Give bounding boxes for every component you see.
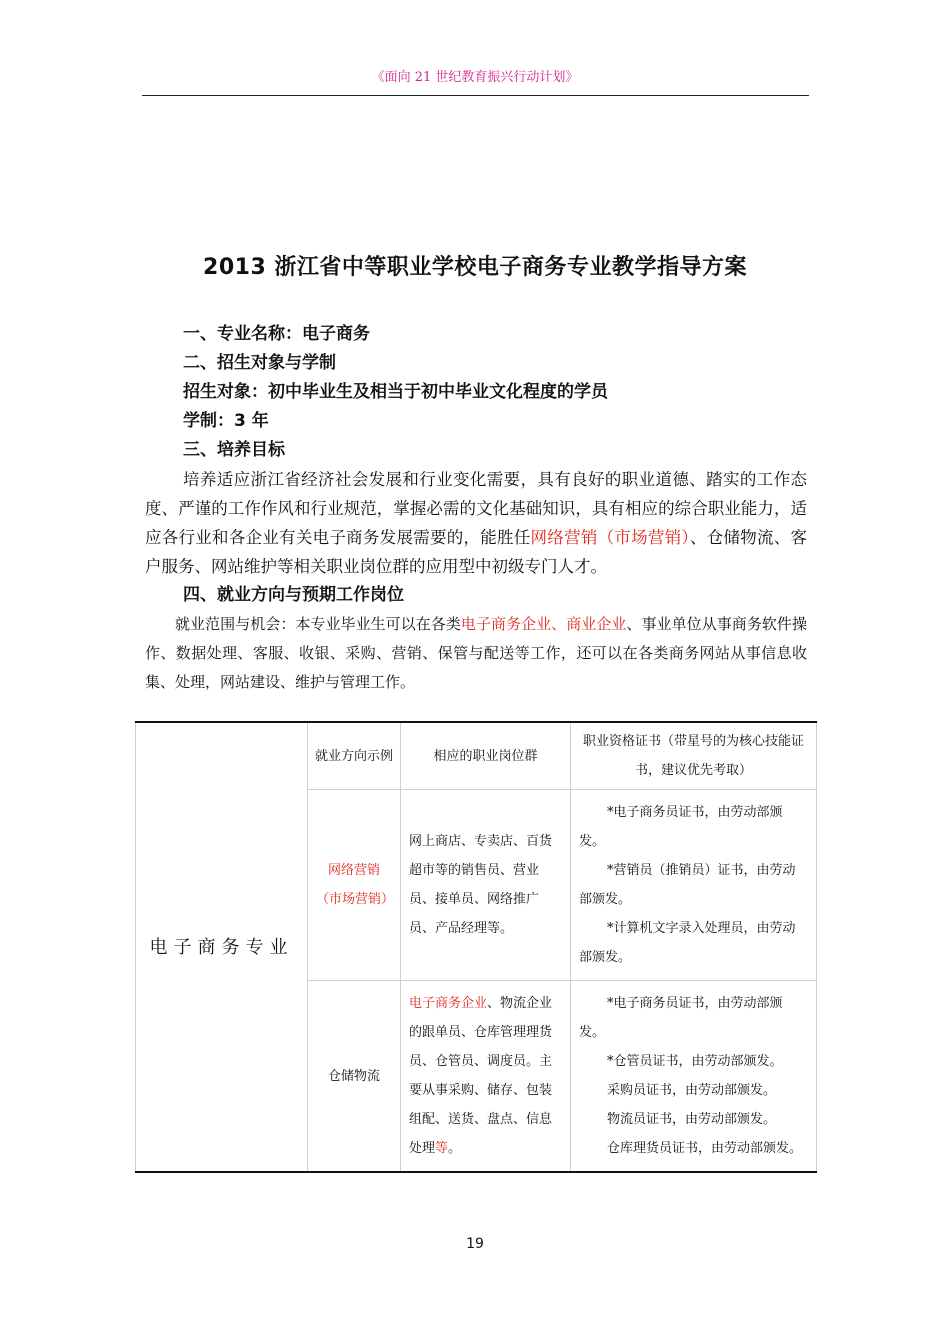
positions-highlight: 电子商务企业 <box>409 996 488 1011</box>
direction-cell: 网络营销（市场营销） <box>308 790 401 981</box>
certificates-cell <box>571 790 817 981</box>
page-title: 2013 浙江省中等职业学校电子商务专业教学指导方案 <box>203 255 747 280</box>
certificate-item: *电子商务员证书，由劳动部颁发。 <box>579 805 783 849</box>
running-header: 《面向 21 世纪教育振兴行动计划》 <box>371 70 579 85</box>
table-header-row <box>136 722 817 790</box>
highlight-text: 网络营销（市场营销） <box>530 528 690 547</box>
positions-text: 网上商店、专卖店、百货超市等的销售员、营业员、接单员、网络推广员、产品经理等。 <box>409 834 553 936</box>
certificate-item: *营销员（推销员）证书，由劳动部颁发。 <box>579 863 796 907</box>
section-major-name: 一、专业名称：电子商务 <box>183 324 370 344</box>
certificate-item: *电子商务员证书，由劳动部颁发。 <box>579 996 783 1040</box>
header-rule <box>142 95 809 96</box>
training-goal-paragraph <box>145 465 807 581</box>
study-duration: 学制：3 年 <box>183 411 269 431</box>
major-cell: 电子商务专业 <box>136 722 308 1172</box>
section-training-goal: 三、培养目标 <box>183 440 285 460</box>
certificate-item: *仓管员证书，由劳动部颁发。 <box>607 1054 783 1069</box>
employment-paragraph <box>145 610 807 697</box>
employment-table <box>135 721 817 1173</box>
header-direction: 就业方向示例 <box>308 722 401 790</box>
paragraph-text: 、事业单位从事商务软件操作、数据处理、客服、收银、采购、营销、保管与配送等工作，还可以在各类商务网站从事信息收集、处理，网站建设、维护与管理工作。 <box>145 615 807 691</box>
highlight-text: 电子商务企业、商业企业 <box>460 615 627 633</box>
paragraph-text: 就业范围与机会：本专业毕业生可以在各类 <box>175 615 461 633</box>
document-body <box>145 320 807 697</box>
positions-cell <box>401 981 571 1173</box>
certificate-item: 采购员证书，由劳动部颁发。 <box>607 1083 777 1098</box>
section-enrollment: 二、招生对象与学制 <box>183 353 336 373</box>
page-number: 19 <box>466 1236 484 1252</box>
header-positions: 相应的职业岗位群 <box>401 722 571 790</box>
section-employment: 四、就业方向与预期工作岗位 <box>183 585 404 605</box>
certificates-cell <box>571 981 817 1173</box>
enrollment-target: 招生对象：初中毕业生及相当于初中毕业文化程度的学员 <box>183 382 608 402</box>
positions-cell <box>401 790 571 981</box>
header-certificates: 职业资格证书（带星号的为核心技能证书，建议优先考取） <box>571 722 817 790</box>
certificate-item: 仓库理货员证书，由劳动部颁发。 <box>607 1141 803 1156</box>
certificate-item: 物流员证书，由劳动部颁发。 <box>607 1112 777 1127</box>
certificate-item: *计算机文字录入处理员，由劳动部颁发。 <box>579 921 796 965</box>
paragraph-text: 、仓储物流、客户服务、网站维护等相关职业岗位群的应用型中初级专门人才。 <box>145 528 808 576</box>
positions-text: 、物流企业的跟单员、仓库管理理货员、仓管员、调度员。主要从事采购、储存、包装组配、送货、盘点、信息处理 <box>409 996 553 1156</box>
direction-cell: 仓储物流 <box>308 981 401 1173</box>
positions-end: 。 <box>448 1141 462 1156</box>
positions-highlight: 等 <box>435 1141 449 1156</box>
paragraph-text: 培养适应浙江省经济社会发展和行业变化需要，具有良好的职业道德、踏实的工作态度、严谨的工作作风和行业规范，掌握必需的文化基础知识，具有相应的综合职业能力，适应各行业和各企业有关电子商务发展需要的，能胜任 <box>145 470 807 547</box>
